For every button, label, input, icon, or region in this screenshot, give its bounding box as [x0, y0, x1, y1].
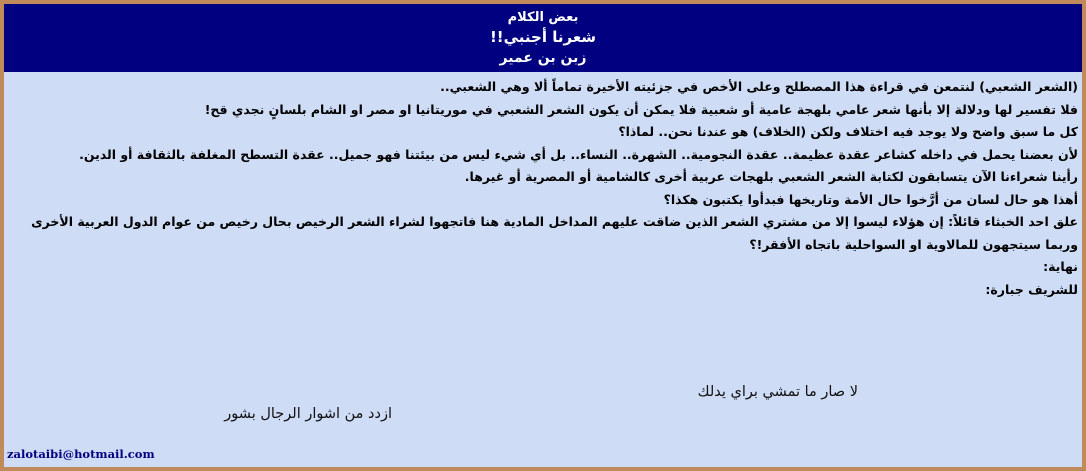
paragraph: للشريف جبارة: [985, 281, 1078, 297]
author-name: زبن بن عمير [499, 50, 587, 66]
paragraph: كل ما سبق واضح ولا يوجد فيه اختلاف ولكن (الخلاف) هو عندنا نحن.. لماذا؟ [618, 124, 1078, 139]
paragraph: رأينا شعراءنا الآن يتسابقون لكتابة الشعر الشعبي بلهجات عربية أخرى كالشامية أو المصرية أو غيرها. [464, 169, 1078, 184]
paragraph: فلا تفسير لها ودلالة إلا بأنها شعر عامي بلهجة عامية أو شعبية فلا يمكن أن يكون الشعر الشعبي في موريتانيا او مصر او الشام بلسانٍ نجدي قح! [204, 101, 1078, 117]
article-header [4, 4, 1082, 72]
article-body [8, 76, 1078, 301]
poem-verse-first: لا صار ما تمشي براي يدلك [697, 384, 858, 400]
paragraph: لأن بعضنا يحمل في داخله كشاعر عقدة عظيمة.. عقدة النجومية.. الشهرة.. النساء.. بل أي شيء ليس من بيئتنا فهو جميل.. عقدة التسطح المغلفة بالثقافة أو الدين. [79, 146, 1078, 162]
article-title: شعرنا أجنبي!! [489, 28, 597, 46]
paragraph: نهاية: [1043, 259, 1078, 274]
paragraph: علق احد الخبثاء قائلاً: إن هؤلاء ليسوا إلا من مشتري الشعر الذين ضاقت عليهم المداخل المادية هنا فاتجهوا لشراء الشعر الرخيص بحال رخيص من عوام الدول العربية الأخرى وربما سيتجهون للمالاوية او السواحلية باتجاه الأفقر!؟ [31, 214, 1078, 252]
section-title: بعض الكلام [507, 10, 579, 25]
paragraph: (الشعر الشعبي) لنتمعن في قراءة هذا المصطلح وعلى الأخص في جزئيته الأخيرة تماماً ألا وهي الشعبي.. [440, 79, 1078, 94]
poem-verse-second: ازدد من اشوار الرجال بشور [224, 406, 392, 422]
paragraph: أهذا هو حال لسان من أرَّخوا حال الأمة وتاريخها فبدأوا يكتبون هكذا؟ [663, 191, 1078, 207]
author-email-link[interactable]: zalotaibi@hotmail.com [7, 447, 155, 461]
article-frame [4, 4, 1082, 467]
